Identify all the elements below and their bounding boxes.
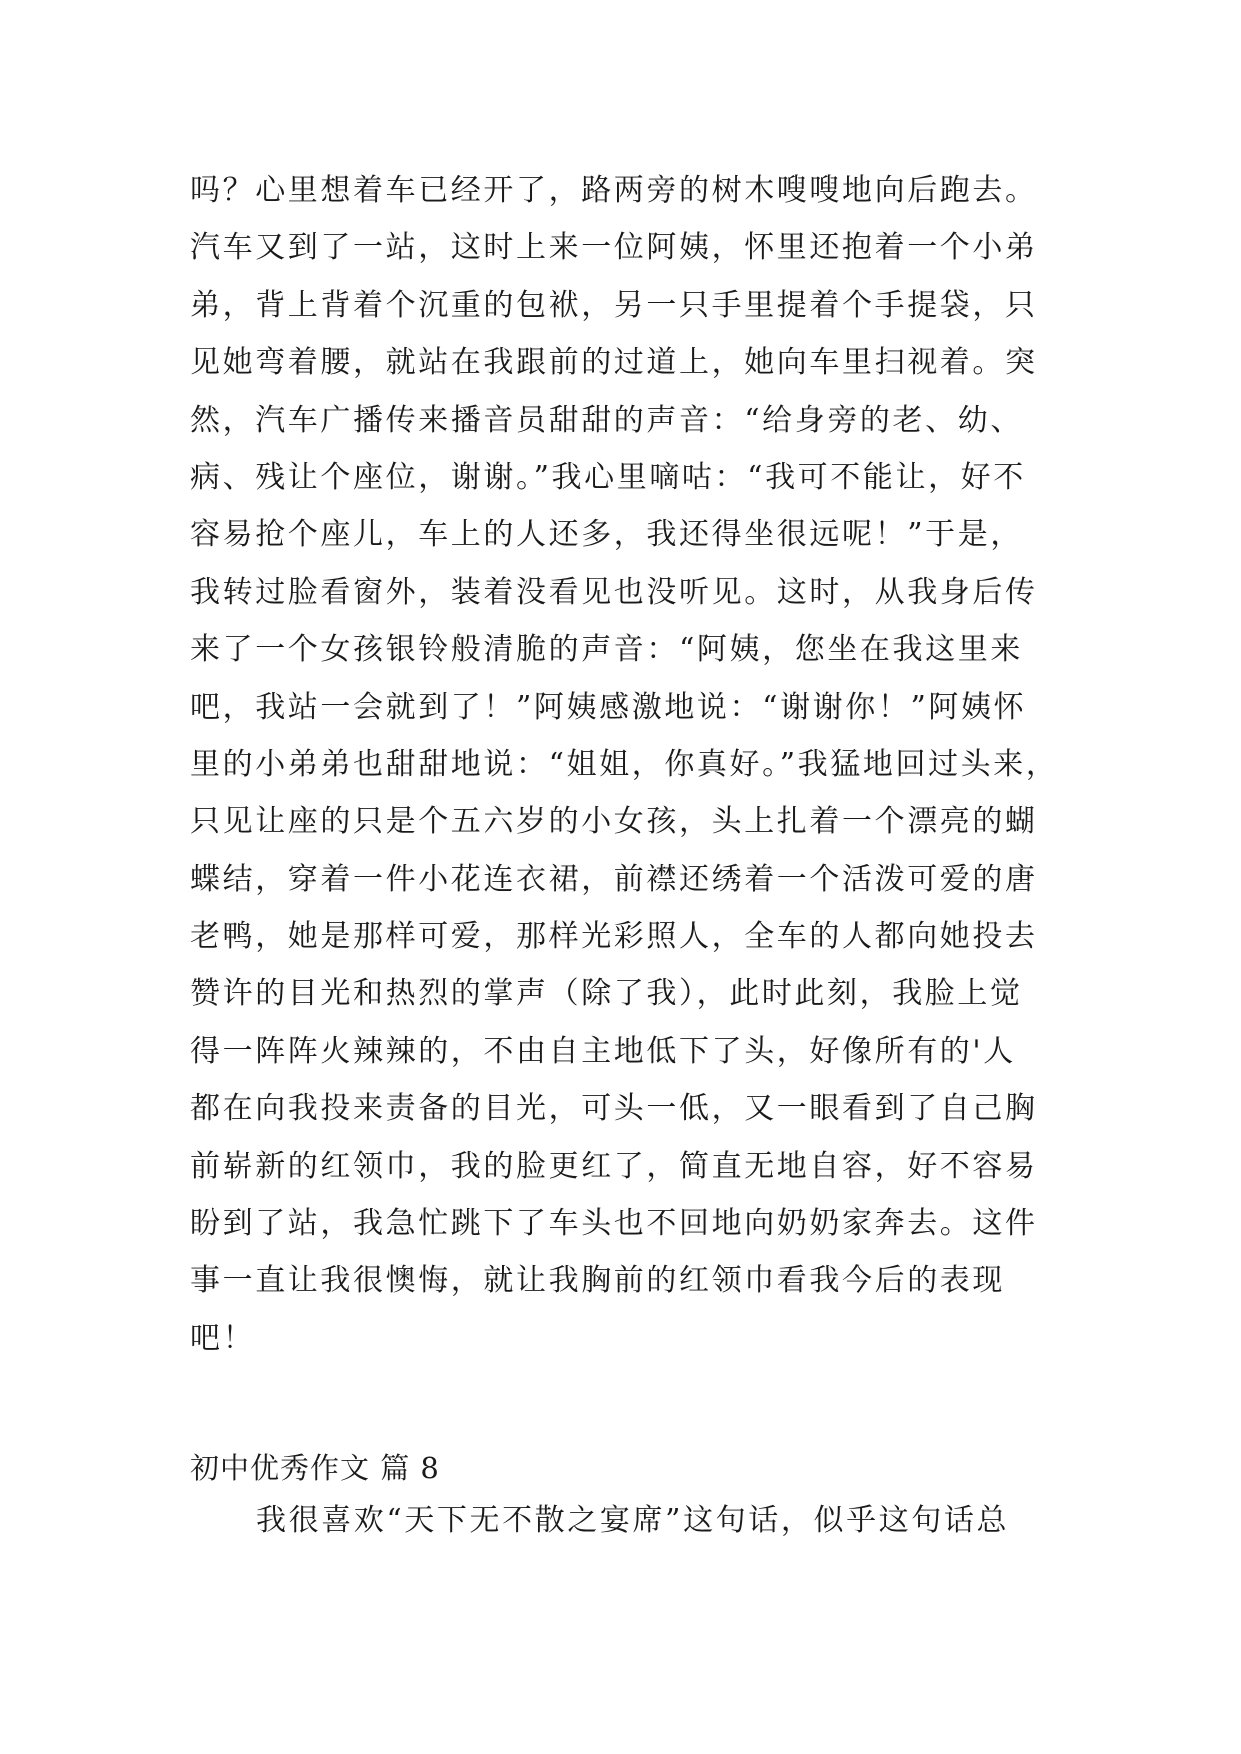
paragraph-first-line: 我很喜欢“天下无不散之宴席”这句话，似乎这句话总 (256, 1503, 1010, 1538)
text-line: 老鸭，她是那样可爱，那样光彩照人，全车的人都向她投去 (190, 919, 1038, 955)
text-line: 病、残让个座位，谢谢。”我心里嘀咕：“我可不能让，好不 (190, 459, 1026, 495)
text-line: 容易抢个座儿，车上的人还多，我还得坐很远呢！”于是， (190, 517, 1023, 553)
text-line: 吧！ (190, 1320, 256, 1356)
text-line: 事一直让我很懊悔，就让我胸前的红领巾看我今后的表现 (190, 1263, 1005, 1299)
text-line: 只见让座的只是个五六岁的小女孩，头上扎着一个漂亮的蝴 (190, 804, 1038, 840)
text-line: 得一阵阵火辣辣的，不由自主地低下了头，好像所有的'人 (190, 1033, 1016, 1069)
text-line: 都在向我投来责备的目光，可头一低，又一眼看到了自己胸 (190, 1091, 1038, 1127)
text-line: 我转过脸看窗外，装着没看见也没听见。这时，从我身后传 (190, 574, 1038, 610)
text-line: 前崭新的红领巾，我的脸更红了，简直无地自容，好不容易 (190, 1148, 1038, 1184)
text-line: 吧，我站一会就到了！”阿姨感激地说：“谢谢你！”阿姨怀 (190, 689, 1027, 725)
section-heading: 初中优秀作文 篇 8 (190, 1451, 440, 1485)
text-line: 赞许的目光和热烈的掌声（除了我），此时此刻，我脸上觉 (190, 976, 1023, 1012)
text-line: 里的小弟弟也甜甜地说：“姐姐，你真好。”我猛地回过头来， (190, 746, 1059, 782)
text-line: 蝶结，穿着一件小花连衣裙，前襟还绣着一个活泼可爱的唐 (190, 861, 1038, 897)
text-line: 盼到了站，我急忙跳下了车头也不回地向奶奶家奔去。这件 (190, 1206, 1038, 1242)
text-line: 然，汽车广播传来播音员甜甜的声音：“给身旁的老、幼、 (190, 402, 1023, 438)
text-line: 汽车又到了一站，这时上来一位阿姨，怀里还抱着一个小弟 (190, 230, 1038, 266)
text-line: 吗？心里想着车已经开了，路两旁的树木嗖嗖地向后跑去。 (190, 173, 1038, 208)
text-line: 见她弯着腰，就站在我跟前的过道上，她向车里扫视着。突 (190, 345, 1038, 381)
text-line: 弟，背上背着个沉重的包袱，另一只手里提着个手提袋，只 (190, 287, 1038, 323)
essay-body (190, 162, 1070, 1367)
text-line: 来了一个女孩银铃般清脆的声音：“阿姨，您坐在我这里来 (190, 632, 1023, 668)
